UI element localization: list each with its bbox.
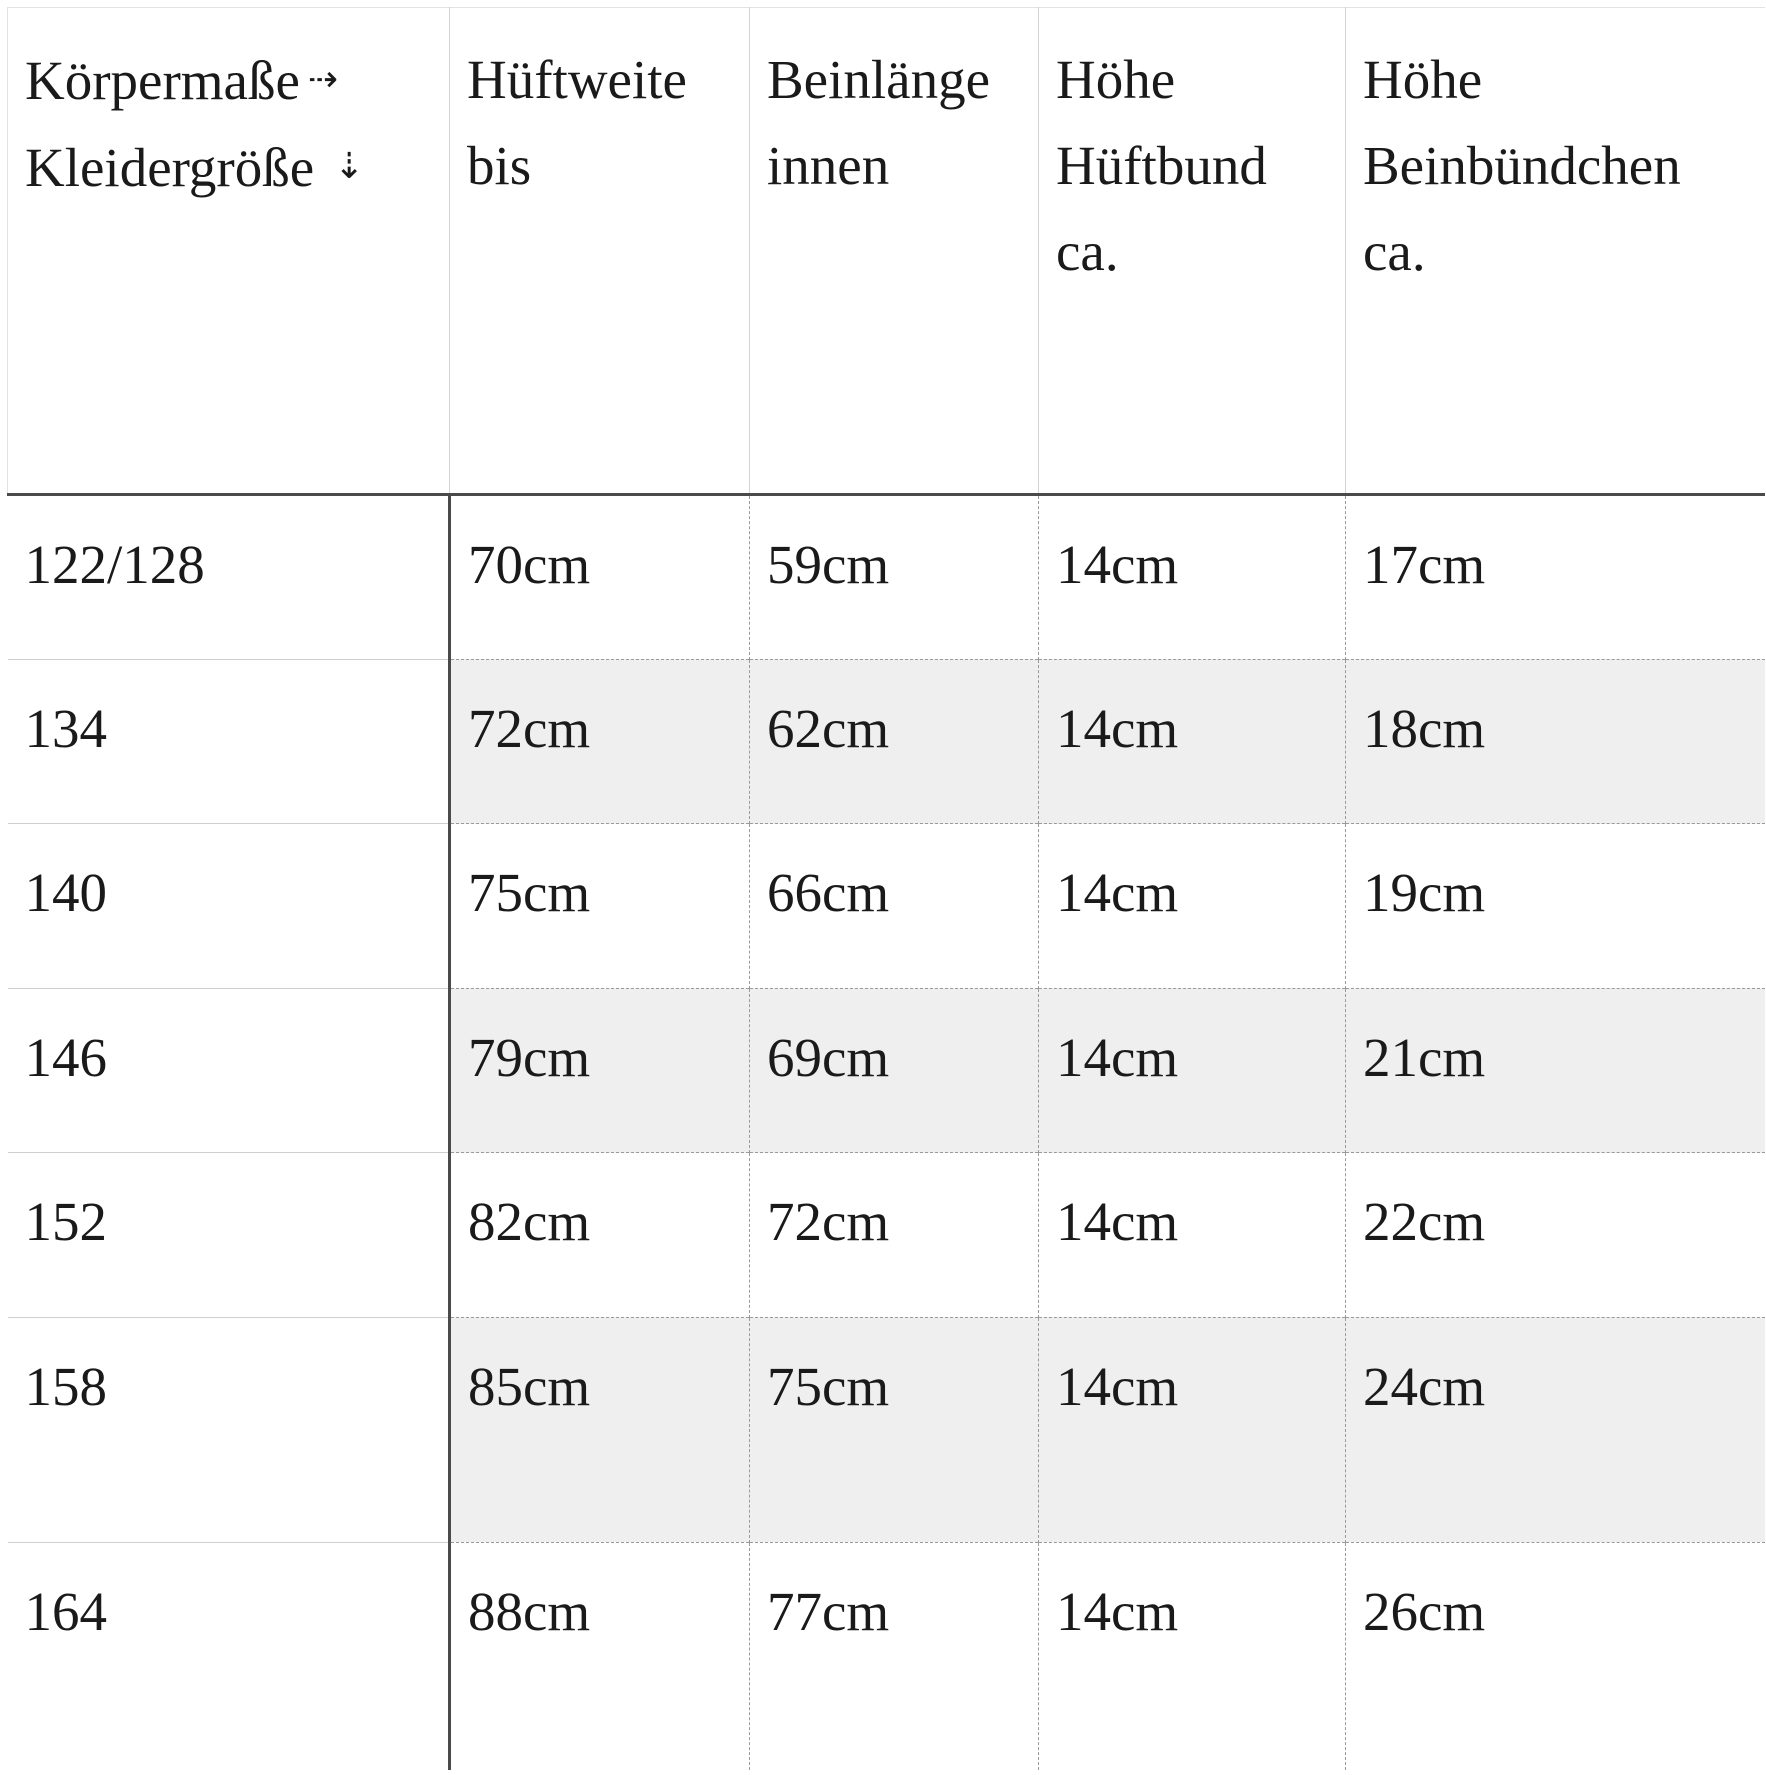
hip-width-cell: 88cm xyxy=(450,1542,750,1770)
inseam-length-cell: 77cm xyxy=(750,1542,1039,1770)
leg-cuff-height-cell: 19cm xyxy=(1346,824,1765,989)
header-line: innen xyxy=(767,135,890,196)
table-row xyxy=(8,988,1765,1153)
header-hip-width xyxy=(450,8,750,495)
header-line: Beinbündchen xyxy=(1363,135,1681,196)
size-chart-table xyxy=(7,7,1765,1770)
waistband-height-cell: 14cm xyxy=(1039,495,1346,660)
size-cell: 134 xyxy=(8,659,450,824)
size-cell: 164 xyxy=(8,1542,450,1770)
table-header xyxy=(8,8,1765,495)
header-line: Beinlänge xyxy=(767,49,990,110)
leg-cuff-height-cell: 21cm xyxy=(1346,988,1765,1153)
corner-label-clothing-size: Kleidergröße xyxy=(25,137,315,198)
table-row xyxy=(8,1153,1765,1318)
leg-cuff-height-cell: 24cm xyxy=(1346,1317,1765,1542)
header-leg-cuff-height xyxy=(1346,8,1765,495)
inseam-length-cell: 59cm xyxy=(750,495,1039,660)
header-line: ca. xyxy=(1056,221,1119,282)
header-line: Höhe xyxy=(1056,49,1176,110)
corner-line-clothing-size xyxy=(25,124,449,211)
header-inseam-length xyxy=(750,8,1039,495)
waistband-height-cell: 14cm xyxy=(1039,659,1346,824)
header-waistband-height xyxy=(1039,8,1346,495)
size-cell: 146 xyxy=(8,988,450,1153)
size-cell: 122/128 xyxy=(8,495,450,660)
table-row xyxy=(8,1542,1765,1770)
hip-width-cell: 72cm xyxy=(450,659,750,824)
dashed-right-arrow-icon: ⇢ xyxy=(307,59,339,100)
inseam-length-cell: 72cm xyxy=(750,1153,1039,1318)
header-row xyxy=(8,8,1765,495)
header-line: bis xyxy=(467,135,532,196)
waistband-height-cell: 14cm xyxy=(1039,1542,1346,1770)
hip-width-cell: 82cm xyxy=(450,1153,750,1318)
hip-width-cell: 85cm xyxy=(450,1317,750,1542)
table-row xyxy=(8,1317,1765,1542)
dashed-down-arrow-icon: ⇣ xyxy=(334,146,365,187)
leg-cuff-height-cell: 17cm xyxy=(1346,495,1765,660)
table-row xyxy=(8,659,1765,824)
size-cell: 140 xyxy=(8,824,450,989)
hip-width-cell: 70cm xyxy=(450,495,750,660)
corner-label-body-measures: Körpermaße xyxy=(25,50,300,111)
header-line: Höhe xyxy=(1363,49,1483,110)
header-line: Hüftbund xyxy=(1056,135,1267,196)
inseam-length-cell: 75cm xyxy=(750,1317,1039,1542)
corner-line-body-measures xyxy=(25,37,449,124)
inseam-length-cell: 69cm xyxy=(750,988,1039,1153)
header-line: Hüftweite xyxy=(467,49,687,110)
size-cell: 158 xyxy=(8,1317,450,1542)
waistband-height-cell: 14cm xyxy=(1039,988,1346,1153)
table-body xyxy=(8,495,1765,1771)
table-row xyxy=(8,495,1765,660)
table-row xyxy=(8,824,1765,989)
waistband-height-cell: 14cm xyxy=(1039,1153,1346,1318)
waistband-height-cell: 14cm xyxy=(1039,824,1346,989)
inseam-length-cell: 66cm xyxy=(750,824,1039,989)
hip-width-cell: 75cm xyxy=(450,824,750,989)
leg-cuff-height-cell: 26cm xyxy=(1346,1542,1765,1770)
leg-cuff-height-cell: 18cm xyxy=(1346,659,1765,824)
waistband-height-cell: 14cm xyxy=(1039,1317,1346,1542)
header-line: ca. xyxy=(1363,221,1426,282)
size-cell: 152 xyxy=(8,1153,450,1318)
hip-width-cell: 79cm xyxy=(450,988,750,1153)
leg-cuff-height-cell: 22cm xyxy=(1346,1153,1765,1318)
header-corner-cell xyxy=(8,8,450,495)
inseam-length-cell: 62cm xyxy=(750,659,1039,824)
